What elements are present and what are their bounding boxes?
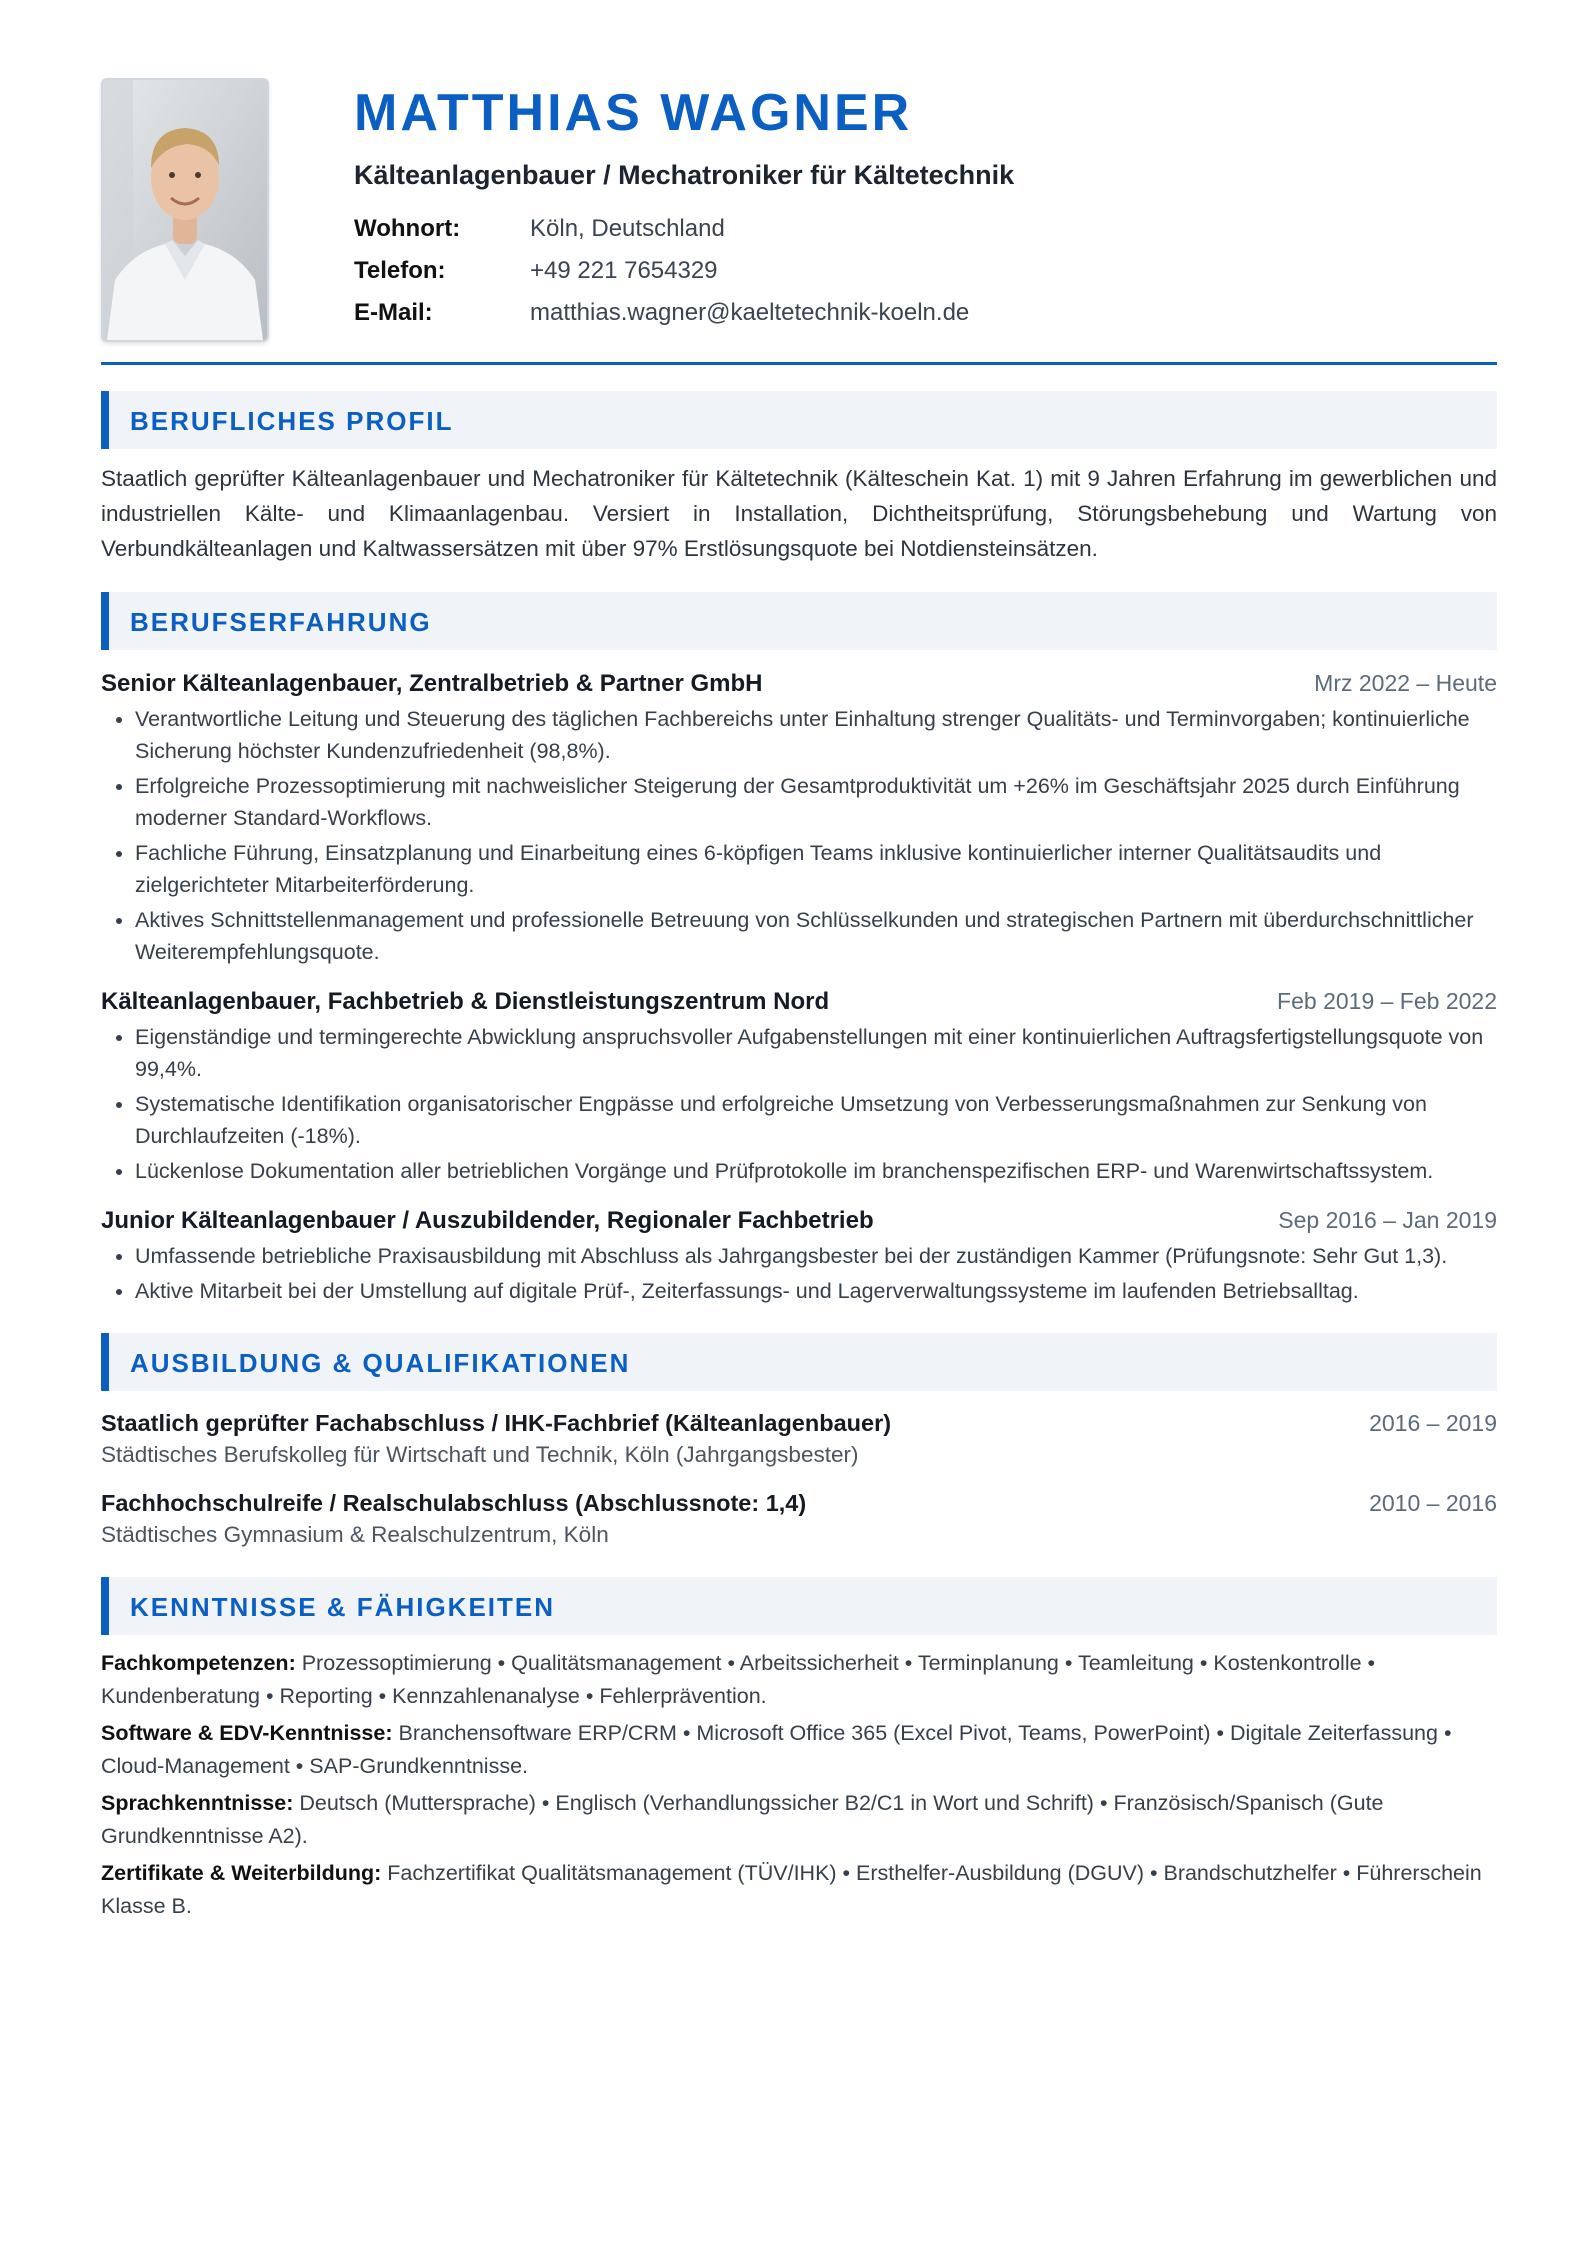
education-header [101,1407,1497,1439]
contact-location: Köln, Deutschland [530,215,725,242]
list-item: • Fachliche Führung, Einsatzplanung und Einarbeitung eines 6-köpfigen Teams inklusive kontinuierlicher interner Qualitätsaudits und zielgerichteter Mitarbeiterförderung. [135,837,1497,901]
section-title: KENNTNISSE & FÄHIGKEITEN [130,1592,556,1622]
education-date: 2010 – 2016 [1369,1490,1497,1516]
education-entry [101,1407,1497,1471]
skill-line-software [101,1717,1497,1782]
job-header [101,666,1497,701]
education-institution: Städtisches Berufskolleg für Wirtschaft und Technik, Köln (Jahrgangsbester) [101,1442,859,1467]
list-item: • Umfassende betriebliche Praxisausbildung mit Abschluss als Jahrgangsbester bei der zuständigen Kammer (Prüfungsnote: Sehr Gut 1,3). [135,1240,1497,1272]
candidate-title: Kälteanlagenbauer / Mechatroniker für Kältetechnik [354,160,1015,190]
skill-label: Software & EDV-Kenntnisse: [101,1721,393,1745]
list-item: • Systematische Identifikation organisatorischer Engpässe und erfolgreiche Umsetzung von Verbesserungsmaßnahmen zur Senkung von Durchlaufzeiten (-18%). [135,1088,1497,1152]
list-item: • Aktives Schnittstellenmanagement und professionelle Betreuung von Schlüsselkunden und strategischen Partnern mit überdurchschnittlicher Weiterempfehlungsquote. [135,904,1497,968]
section-heading-education [101,1333,1497,1391]
skill-line-languages [101,1787,1497,1852]
job-date: Feb 2019 – Feb 2022 [1277,988,1497,1014]
section-title: AUSBILDUNG & QUALIFIKATIONEN [130,1348,631,1378]
contact-label: Wohnort: [354,215,461,242]
job-bullets [101,1021,1497,1187]
education-institution: Städtisches Gymnasium & Realschulzentrum, Köln [101,1522,609,1547]
education-title: Staatlich geprüfter Fachabschluss / IHK-Fachbrief (Kälteanlagenbauer) [101,1410,892,1436]
profile-text: Staatlich geprüfter Kälteanlagenbauer und Mechatroniker für Kältetechnik (Kälteschein Kat. 1) mit 9 Jahren Erfahrung im gewerblichen und industriellen Kälte- und Klimaanlagenbau. Versiert in Installation, Dichtheitsprüfung, Störungsbehebung und Wartung von Verbundkälteanlagen und Kaltwassersätzen mit über 97% Erstlösungsquote bei Notdiensteinsätzen. [101,466,1497,561]
skill-line-expertise [101,1647,1497,1712]
contact-label: E-Mail: [354,299,433,326]
education-date: 2016 – 2019 [1369,1410,1497,1436]
contact-email: matthias.wagner@kaeltetechnik-koeln.de [530,299,970,326]
job-title: Kälteanlagenbauer, Fachbetrieb & Dienstleistungszentrum Nord [101,988,830,1015]
section-title: BERUFSERFAHRUNG [130,607,432,637]
skill-text: Branchensoftware ERP/CRM • Microsoft Office 365 (Excel Pivot, Teams, PowerPoint) • Digitale Zeiterfassung • Cloud-Management • SAP-Grundkenntnisse. [101,1721,1452,1778]
skill-text: Deutsch (Muttersprache) • Englisch (Verhandlungssicher B2/C1 in Wort und Schrift) • Französisch/Spanisch (Gute Grundkenntnisse A2). [101,1791,1384,1848]
contact-row-location [354,208,1497,250]
skill-label: Zertifikate & Weiterbildung: [101,1861,382,1885]
job-date: Sep 2016 – Jan 2019 [1278,1207,1497,1233]
job-entry [101,1203,1497,1307]
skill-line-certificates [101,1857,1497,1922]
section-heading-skills [101,1577,1497,1635]
job-entry [101,984,1497,1187]
contact-row-phone [354,250,1497,292]
skill-label: Fachkompetenzen: [101,1651,296,1675]
resume-header [101,78,1497,365]
job-title: Junior Kälteanlagenbauer / Auszubildender, Regionaler Fachbetrieb [101,1207,874,1234]
contact-row-email [354,292,1497,334]
list-item: • Lückenlose Dokumentation aller betrieblichen Vorgänge und Prüfprotokolle im branchenspezifischen ERP- und Warenwirtschaftssystem. [135,1155,1497,1187]
education-header [101,1487,1497,1519]
job-title: Senior Kälteanlagenbauer, Zentralbetrieb & Partner GmbH [101,670,763,697]
section-heading-profile [101,391,1497,449]
candidate-name: MATTHIAS WAGNER [354,84,913,142]
list-item: • Erfolgreiche Prozessoptimierung mit nachweislicher Steigerung der Gesamtproduktivität um +26% im Geschäftsjahr 2025 durch Einführung moderner Standard-Workflows. [135,770,1497,834]
job-bullets [101,1240,1497,1307]
list-item: • Eigenständige und termingerechte Abwicklung anspruchsvoller Aufgabenstellungen mit einer kontinuierlichen Auftragsfertigstellungsquote von 99,4%. [135,1021,1497,1085]
list-item: • Aktive Mitarbeit bei der Umstellung auf digitale Prüf-, Zeiterfassungs- und Lagerverwaltungssysteme im laufenden Betriebsalltag. [135,1275,1497,1307]
education-title: Fachhochschulreife / Realschulabschluss (Abschlussnote: 1,4) [101,1490,807,1516]
header-text [354,84,1497,334]
skill-label: Sprachkenntnisse: [101,1791,294,1815]
section-title: BERUFLICHES PROFIL [130,406,454,436]
profile-photo [101,78,269,342]
contact-list [354,208,1497,334]
job-entry [101,666,1497,968]
education-entry [101,1487,1497,1551]
job-header [101,984,1497,1019]
job-bullets [101,703,1497,968]
skills-list [101,1647,1497,1922]
skill-text: Prozessoptimierung • Qualitätsmanagement • Arbeitssicherheit • Terminplanung • Teamleitung • Kostenkontrolle • Kundenberatung • Reporting • Kennzahlenanalyse • Fehlerprävention. [101,1651,1376,1708]
contact-label: Telefon: [354,257,446,284]
contact-phone: +49 221 7654329 [530,257,718,284]
job-date: Mrz 2022 – Heute [1314,670,1497,696]
job-header [101,1203,1497,1238]
list-item: • Verantwortliche Leitung und Steuerung des täglichen Fachbereichs unter Einhaltung strenger Qualitäts- und Terminvorgaben; kontinuierliche Sicherung höchster Kundenzufriedenheit (98,8%). [135,703,1497,767]
section-heading-experience [101,592,1497,650]
skill-text: Fachzertifikat Qualitätsmanagement (TÜV/IHK) • Ersthelfer-Ausbildung (DGUV) • Brandschutzhelfer • Führerschein Klasse B. [101,1861,1482,1918]
resume-content [101,78,1497,1927]
